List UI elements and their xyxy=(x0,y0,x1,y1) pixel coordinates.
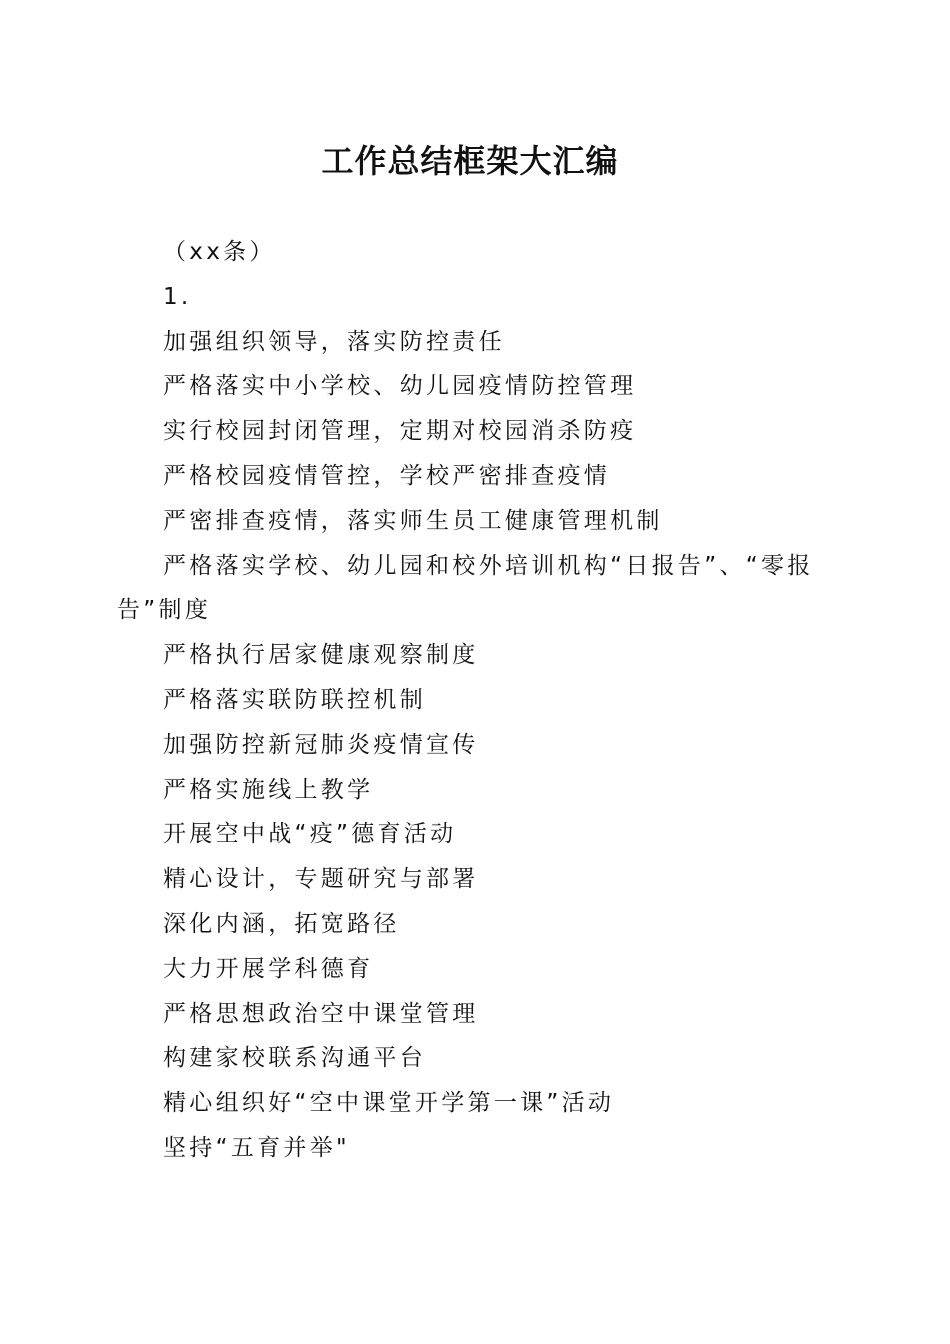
paragraph: 加强防控新冠肺炎疫情宣传 xyxy=(163,731,479,758)
paragraph: 坚持“五育并举" xyxy=(163,1134,350,1161)
document-title: 工作总结框架大汇编 xyxy=(321,142,619,180)
paragraph: 严密排查疫情，落实师生员工健康管理机制 xyxy=(163,507,663,534)
paragraph: 严格校园疫情管控，学校严密排查疫情 xyxy=(163,462,611,489)
paragraph: 构建家校联系沟通平台 xyxy=(163,1045,426,1072)
paragraph: 严格落实中小学校、幼儿园疫情防控管理 xyxy=(163,373,637,400)
paragraph: 严格落实联防联控机制 xyxy=(163,686,426,713)
paragraph: 严格实施线上教学 xyxy=(163,776,374,803)
paragraph-count-note: （xx条） xyxy=(163,239,276,265)
paragraph: 严格执行居家健康观察制度 xyxy=(163,642,479,669)
paragraph: 开展空中战“疫”德育活动 xyxy=(163,821,457,848)
paragraph: 精心组织好“空中课堂开学第一课”活动 xyxy=(163,1090,615,1117)
paragraph: 实行校园封闭管理，定期对校园消杀防疫 xyxy=(163,418,637,445)
paragraph: 大力开展学科德育 xyxy=(163,955,374,982)
paragraph: 严格思想政治空中课堂管理 xyxy=(163,1000,479,1027)
paragraph: 加强组织领导，落实防控责任 xyxy=(163,328,505,355)
paragraph: 深化内涵，拓宽路径 xyxy=(163,910,400,937)
paragraph-number: 1. xyxy=(163,283,192,310)
paragraph: 严格落实学校、幼儿园和校外培训机构“日报告”、“零报告”制度 xyxy=(117,552,814,624)
document-body xyxy=(117,230,829,1171)
paragraph: 精心设计，专题研究与部署 xyxy=(163,866,479,893)
